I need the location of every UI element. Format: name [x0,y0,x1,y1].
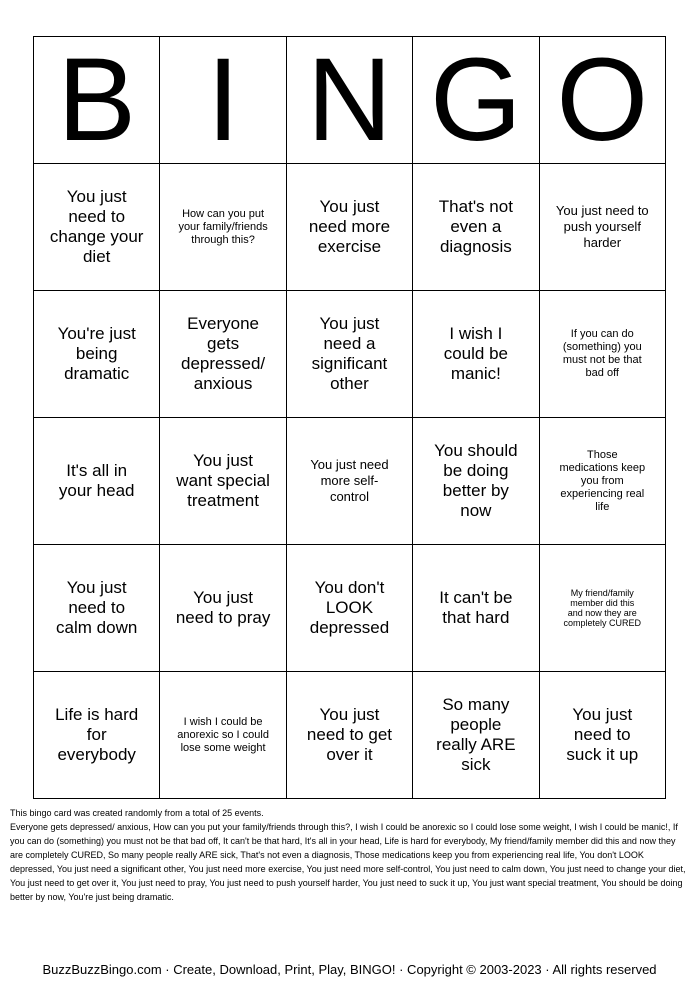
bingo-cell[interactable] [539,545,665,672]
header-row [34,37,666,164]
cell-text: It's all in your head [58,461,135,500]
cell-text: You just need a significant other [311,314,388,393]
cell-text: I wish I could be manic! [443,324,508,383]
bingo-cell[interactable] [160,418,286,545]
card-row [34,418,666,545]
bingo-cell[interactable] [413,545,539,672]
cell-text: You just want special treatment [176,451,270,510]
bingo-cell[interactable] [413,164,539,291]
card-row [34,672,666,799]
bingo-cell[interactable] [286,545,412,672]
bingo-cell[interactable] [286,418,412,545]
bingo-cell[interactable] [160,672,286,799]
cell-text: You're just being dramatic [57,324,136,383]
cell-text: It can't be that hard [439,588,513,627]
cell-text: You just need to pray [175,588,271,627]
cell-text: Those medications keep you from experiencing real life [559,448,646,513]
header-letter-n: N [286,37,412,164]
bingo-cell[interactable] [34,418,160,545]
cell-text: You don't LOOK depressed [309,578,390,637]
bingo-cell[interactable] [539,418,665,545]
header-letter-b: B [34,37,160,164]
bingo-cell[interactable] [539,672,665,799]
cell-text: Life is hard for everybody [55,705,139,764]
cell-text: My friend/family member did this and now they are completely CURED [563,588,642,628]
card-body [34,164,666,799]
cell-text: You just need more exercise [308,197,391,256]
cell-text: You just need to suck it up [566,705,639,764]
bingo-cell[interactable] [34,164,160,291]
header-letter-i: I [160,37,286,164]
bingo-cell[interactable] [286,672,412,799]
bingo-card [33,36,666,799]
bingo-cell[interactable] [539,291,665,418]
cell-text: You just need to calm down [56,578,138,637]
card-row [34,164,666,291]
cell-text: So many people really ARE sick [436,695,516,774]
cell-text: I wish I could be anorexic so I could lose some weight [177,715,269,754]
bingo-cell[interactable] [286,164,412,291]
cell-text: How can you put your family/friends through this? [178,207,268,246]
card-row [34,545,666,672]
cell-text: If you can do (something) you must not be that bad off [562,328,642,379]
cell-text: You just need to change your diet [49,187,144,266]
bingo-cell[interactable] [34,545,160,672]
bingo-cell[interactable] [34,672,160,799]
card-row [34,291,666,418]
bingo-cell[interactable] [413,291,539,418]
cell-text: You should be doing better by now [434,441,518,520]
bingo-cell[interactable] [413,418,539,545]
bingo-cell[interactable] [286,291,412,418]
bingo-cell[interactable] [34,291,160,418]
cell-text: Everyone gets depressed/ anxious [181,314,266,393]
card-info [10,806,690,904]
page-footer: BuzzBuzzBingo.com · Create, Download, Print, Play, BINGO! · Copyright © 2003-2023 · All rights reserved [42,962,657,977]
cell-text: You just need to get over it [306,705,392,764]
bingo-cell[interactable] [160,164,286,291]
bingo-cell[interactable] [413,672,539,799]
header-letter-o: O [539,37,665,164]
bingo-cell[interactable] [160,291,286,418]
cell-text: You just need more self-control [310,457,389,504]
bingo-cell[interactable] [160,545,286,672]
info-events: Everyone gets depressed/ anxious, How can you put your family/friends through this?, I wish I could be anorexic so I could lose some weight, I wish I could be manic!, If you can do (something) you must not be that bad off, It can't be that hard, It's all in your head, Life is hard for everybody, My friend/family member did this and now they are completely CURED, So many people really ARE sick, That's not even a diagnosis, Those medications keep you from experiencing real life, You don't LOOK depressed, You just need a significant other, You just need more exercise, You just need more self-control, You just need to calm down, You just need to change your diet, You just need to get over it, You just need to pray, You just need to push yourself harder, You just need to suck it up, You just want special treatment, You should be doing better by now, You're just being dramatic. [10,822,686,902]
cell-text: You just need to push yourself harder [555,203,649,250]
header-letter-g: G [413,37,539,164]
bingo-cell[interactable] [539,164,665,291]
cell-text: That's not even a diagnosis [438,197,513,256]
info-intro: This bingo card was created randomly from a total of 25 events. [10,808,264,818]
